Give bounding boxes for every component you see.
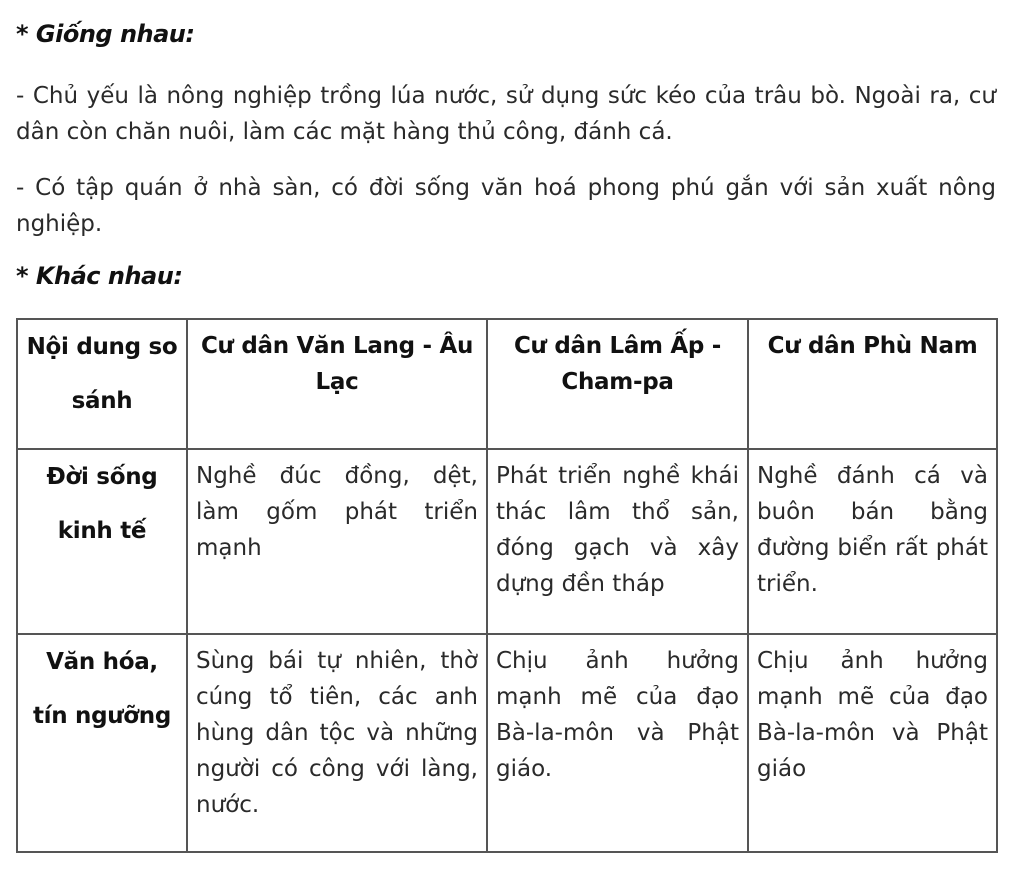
table-cell: Chịu ảnh hưởng mạnh mẽ của đạo Bà-la-môn và Phật giáo: [748, 634, 997, 852]
header-comparison-content: Nội dung so sánh: [17, 319, 187, 449]
similarity-point-1: - Chủ yếu là nông nghiệp trồng lúa nước, sử dụng sức kéo của trâu bò. Ngoài ra, cư dân còn chăn nuôi, làm các mặt hàng thủ công, đánh cá.: [16, 83, 996, 145]
table-cell: Phát triển nghề khái thác lâm thổ sản, đóng gạch và xây dựng đền tháp: [487, 449, 748, 634]
table-header-row: [17, 319, 997, 449]
heading-differences: * Khác nhau:: [16, 262, 183, 290]
heading-similarities: * Giống nhau:: [16, 20, 195, 48]
header-van-lang-au-lac: Cư dân Văn Lang - Âu Lạc: [187, 319, 487, 449]
table-cell: Chịu ảnh hưởng mạnh mẽ của đạo Bà-la-môn và Phật giáo.: [487, 634, 748, 852]
table-row: [17, 449, 997, 634]
similarity-point-2: - Có tập quán ở nhà sàn, có đời sống văn hoá phong phú gắn với sản xuất nông nghiệp.: [16, 175, 996, 237]
header-lam-ap-champa: Cư dân Lâm Ấp - Cham-pa: [487, 319, 748, 449]
row-label-economic-life: Đời sống kinh tế: [17, 449, 187, 634]
header-phu-nam: Cư dân Phù Nam: [748, 319, 997, 449]
table-cell: Nghề đúc đồng, dệt, làm gốm phát triển mạnh: [187, 449, 487, 634]
table-row: [17, 634, 997, 852]
table-cell: Nghề đánh cá và buôn bán bằng đường biển rất phát triển.: [748, 449, 997, 634]
row-label-culture-belief: Văn hóa, tín ngưỡng: [17, 634, 187, 852]
comparison-table: [16, 318, 998, 853]
table-cell: Sùng bái tự nhiên, thờ cúng tổ tiên, các anh hùng dân tộc và những người có công với làng, nước.: [187, 634, 487, 852]
